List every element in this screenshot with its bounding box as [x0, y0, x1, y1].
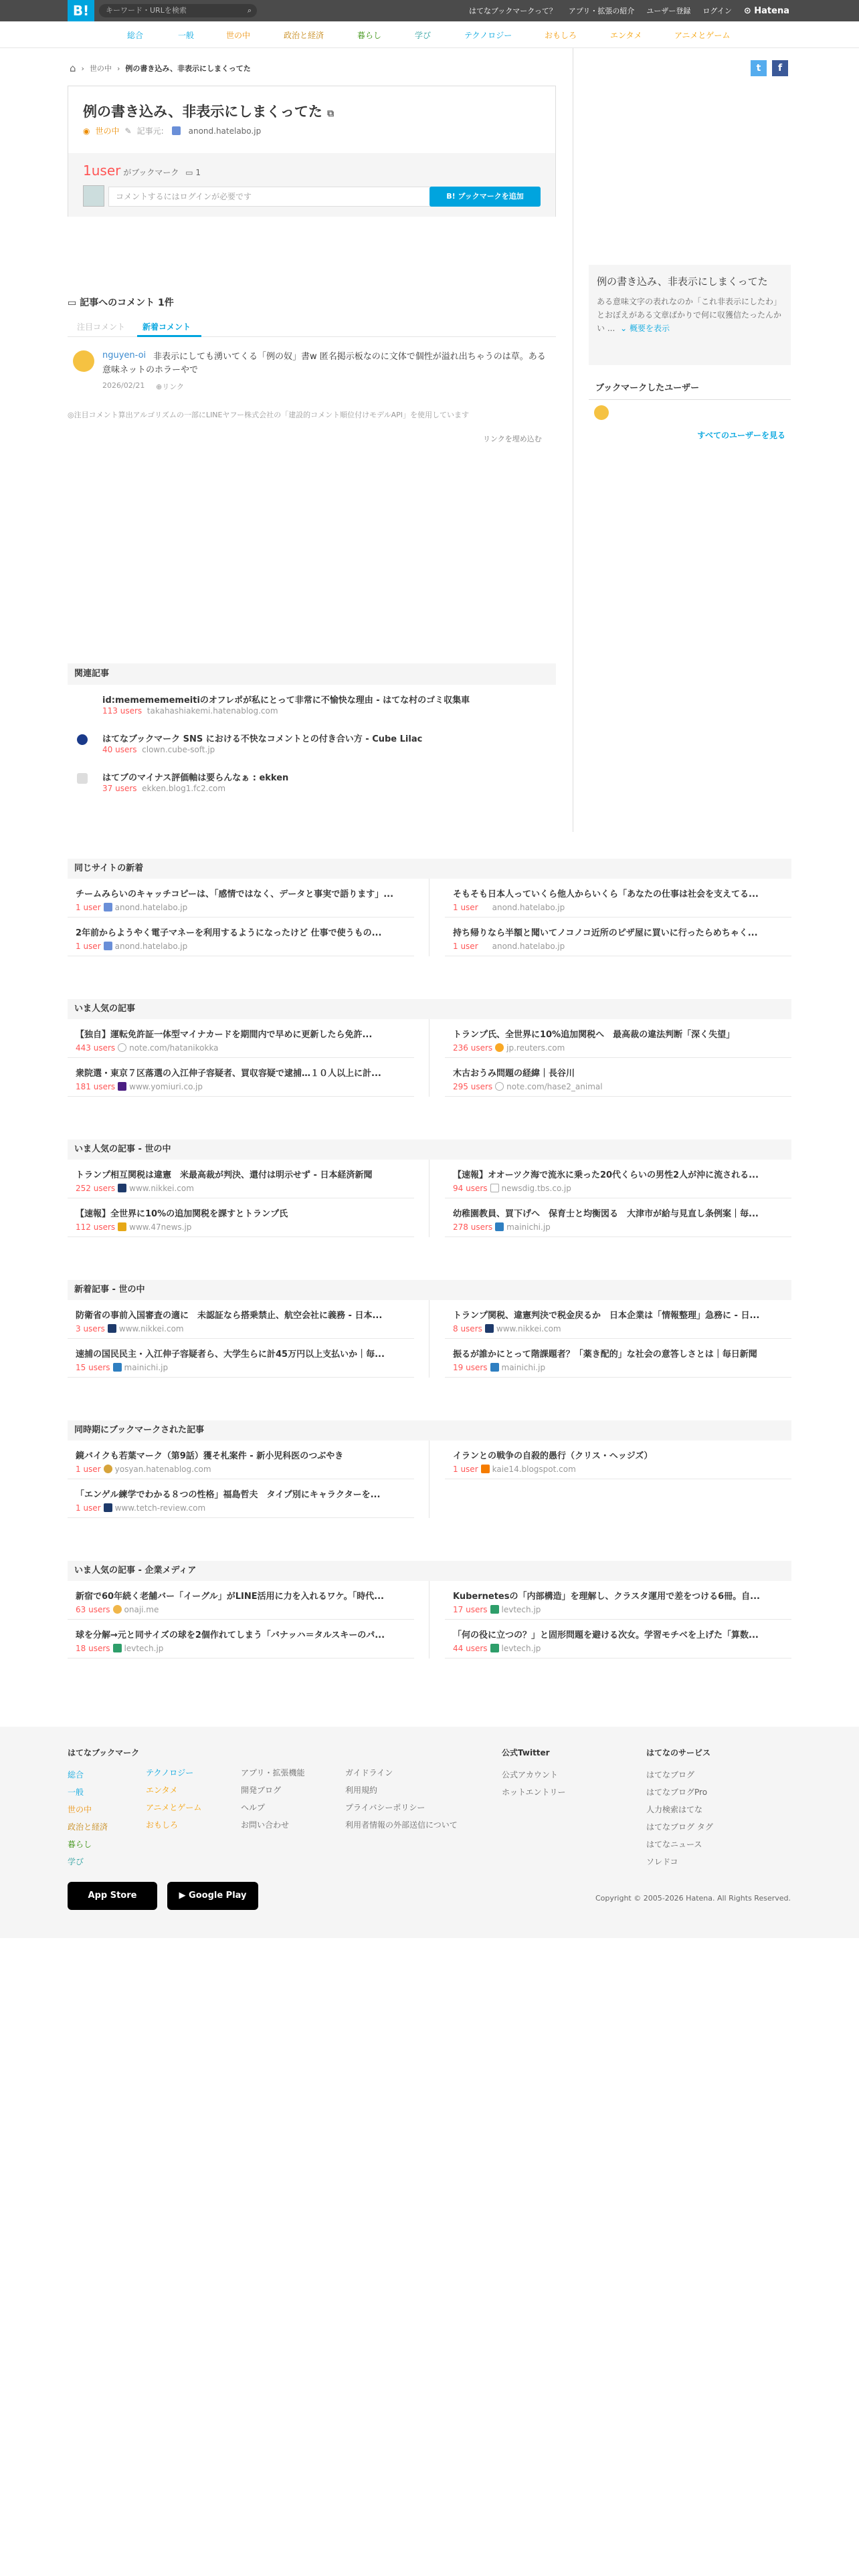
related-meta — [102, 745, 215, 754]
comment-icon: ▭ — [68, 298, 77, 308]
search-placeholder: キーワード・URLを検索 — [106, 6, 187, 15]
section-heading: 新着記事 - 世の中 — [68, 1280, 791, 1300]
site-favicon — [481, 903, 490, 911]
item-title[interactable]: 鏡バイクも若葉マーク（第9話）獲そ札案件 - 新小児科医のつぶやき — [76, 1451, 344, 1461]
related-meta — [102, 706, 278, 716]
list-item[interactable] — [68, 724, 556, 762]
item-users[interactable]: 1 user — [76, 903, 101, 912]
footer-link[interactable]: 人力検索はてな — [646, 1805, 703, 1814]
avatar — [83, 185, 104, 207]
item-site[interactable]: www.nikkei.com — [496, 1324, 561, 1333]
list-item[interactable] — [445, 1620, 791, 1658]
add-bookmark-button[interactable]: B! ブックマークを追加 — [430, 187, 541, 207]
item-title[interactable]: 【速報】全世界に10%の追加関税を課すとトランプ氏 — [76, 1209, 288, 1219]
section-same-site — [68, 859, 791, 962]
home-icon[interactable]: ⌂ — [70, 62, 76, 74]
footer-categories-2 — [146, 1764, 201, 1834]
item-users[interactable]: 1 user — [76, 942, 101, 951]
list-item[interactable] — [445, 1160, 791, 1198]
show-summary-label: 概要を表示 — [629, 324, 670, 333]
item-title[interactable]: 「エンゲル練学でわかる８つの性格」福島哲夫 タイプ別にキャラクターを... — [76, 1490, 381, 1500]
site-favicon — [118, 1043, 126, 1052]
app-store-label: App Store — [88, 1891, 137, 1901]
comments-heading-text: 記事へのコメント 1件 — [80, 298, 174, 308]
item-users[interactable]: 18 users — [76, 1644, 110, 1653]
item-site[interactable]: note.com/hase2_animal — [506, 1082, 603, 1091]
item-users[interactable]: 252 users — [76, 1184, 116, 1193]
related-users[interactable]: 40 users — [102, 745, 137, 754]
category-economics[interactable]: 政治と経済 — [284, 31, 324, 40]
footer-link[interactable]: 暮らし — [68, 1840, 92, 1849]
entry-category[interactable]: 世の中 — [95, 126, 120, 136]
item-site[interactable]: mainichi.jp — [124, 1363, 169, 1372]
item-site[interactable]: levtech.jp — [124, 1644, 164, 1653]
site-favicon — [481, 1465, 490, 1473]
item-title[interactable]: 新宿で60年続く老舗バー「イーグル」がLINE活用に力を入れるワケ。「時代... — [76, 1592, 384, 1602]
comments-heading — [68, 296, 174, 309]
avatar[interactable] — [594, 405, 609, 420]
item-site[interactable]: www.nikkei.com — [118, 1324, 184, 1333]
related-title[interactable]: はてなブックマーク SNS における不快なコメントとの付き合い方 - Cube Lilac — [102, 734, 423, 744]
summary-body: ある意味文字の表れなのか「これ非表示にしたわ」とおぼえがある文章ばかりで何に収獲信たったんかい ... — [597, 297, 782, 333]
source-label: 記事元: — [136, 126, 164, 136]
item-title[interactable]: トランプ氏、全世界に10%追加関税へ 最高裁の違法判断「深く失望」 — [453, 1030, 735, 1040]
section-popular-social — [68, 1140, 791, 1243]
category-it[interactable]: テクノロジー — [464, 31, 512, 40]
category-entertainment[interactable]: エンタメ — [610, 31, 642, 40]
list-item[interactable] — [68, 1019, 414, 1058]
entry-source[interactable]: anond.hatelabo.jp — [188, 126, 262, 136]
list-item[interactable] — [68, 1058, 414, 1097]
item-site[interactable]: mainichi.jp — [501, 1363, 546, 1372]
list-item[interactable] — [68, 762, 556, 801]
comment-item — [68, 345, 556, 401]
hatena-brand-label: Hatena — [754, 5, 789, 16]
list-item[interactable] — [445, 1198, 791, 1237]
section-heading: いま人気の記事 — [68, 999, 791, 1019]
footer-heading: 公式Twitter — [502, 1748, 550, 1757]
site-favicon — [118, 1184, 126, 1192]
footer-heading: はてなブックマーク — [68, 1748, 140, 1757]
search-icon[interactable]: ⌕ — [247, 6, 252, 15]
item-title[interactable]: 幼稚園教員、買下げへ 保育士と均衡図る 大津市が給与見直し条例案｜毎... — [453, 1209, 759, 1219]
bookmark-area — [68, 153, 555, 217]
item-title[interactable]: 衆院選・東京７区落選の入江伸子容疑者、買収容疑で逮捕…１０人以上に計... — [76, 1069, 381, 1079]
list-item[interactable] — [68, 685, 556, 724]
site-favicon — [490, 1605, 499, 1614]
item-users[interactable]: 443 users — [76, 1043, 116, 1053]
apps-link[interactable]: アプリ・拡張の紹介 — [568, 7, 635, 15]
related-articles — [68, 663, 556, 801]
footer-link[interactable]: 開発ブログ — [241, 1786, 282, 1795]
related-site[interactable]: takahashiakemi.hatenablog.com — [147, 706, 278, 716]
site-favicon — [104, 942, 112, 950]
item-users[interactable]: 1 user — [76, 1503, 101, 1513]
blank-icon — [77, 695, 88, 706]
edit-icon[interactable]: ✎ — [124, 126, 132, 136]
entry-title[interactable] — [83, 101, 334, 121]
site-favicon — [485, 1324, 494, 1333]
embed-link[interactable]: リンクを埋め込む — [483, 435, 542, 443]
section-heading: 同時期にブックマークされた記事 — [68, 1420, 791, 1440]
bookmarked-users-heading: ブックマークしたユーザー — [589, 379, 791, 400]
comment-tabs — [68, 313, 556, 337]
footer-link[interactable]: はてなブログ — [646, 1770, 695, 1780]
related-users[interactable]: 37 users — [102, 784, 137, 793]
footer-link[interactable]: 総合 — [68, 1770, 84, 1780]
related-users[interactable]: 113 users — [102, 706, 142, 716]
footer-link[interactable]: 学び — [68, 1857, 84, 1866]
footer-heading: はてなのサービス — [646, 1748, 711, 1757]
related-meta — [102, 784, 225, 793]
site-favicon — [172, 126, 181, 135]
footer-link[interactable]: 公式アカウント — [502, 1770, 558, 1780]
item-title[interactable]: 防衛省の事前入国審査の適に 未認証なら搭乗禁止、航空会社に義務 - 日本... — [76, 1311, 383, 1321]
top-bar — [0, 0, 859, 21]
comment-icon: ▭ — [185, 168, 193, 177]
category-nav — [0, 21, 859, 48]
list-item[interactable] — [68, 1581, 414, 1620]
site-favicon — [490, 1644, 499, 1652]
category-life[interactable]: 暮らし — [357, 31, 382, 40]
item-users[interactable]: 1 user — [453, 1465, 478, 1474]
comment-date[interactable]: 2026/02/21 — [102, 381, 145, 390]
ai-note: ◎注目コメント算出アルゴリズムの一部にLINEヤフー株式会社の「建設的コメント順位付けモデルAPI」を使用しています — [68, 411, 470, 419]
list-item[interactable] — [445, 1300, 791, 1339]
entry-title-text: 例の書き込み、非表示にしまくってた — [83, 104, 322, 120]
item-title[interactable]: トランプ関税、違憲判決で税金戻るか 日本企業は「情報整理」急務に - 日... — [453, 1311, 760, 1321]
all-users-link[interactable]: すべてのユーザーを見る — [697, 431, 785, 440]
comment-link-label: リンク — [162, 383, 184, 391]
list-item[interactable] — [68, 1339, 414, 1378]
footer-link[interactable]: はてなブログPro — [646, 1788, 708, 1797]
item-site[interactable]: note.com/hatanikokka — [129, 1043, 219, 1053]
footer-link[interactable]: ガイドライン — [345, 1768, 393, 1778]
summary-text — [597, 295, 783, 335]
item-users[interactable]: 181 users — [76, 1082, 116, 1091]
summary-title: 例の書き込み、非表示にしまくってた — [597, 276, 768, 288]
section-heading: 同じサイトの新着 — [68, 859, 791, 879]
item-site[interactable]: www.yomiuri.co.jp — [129, 1082, 203, 1091]
search-input[interactable] — [99, 4, 257, 17]
site-favicon — [113, 1363, 122, 1372]
item-site[interactable]: newsdig.tbs.co.jp — [501, 1184, 571, 1193]
entry-summary — [589, 265, 791, 365]
breadcrumb-current: 例の書き込み、非表示にしまくってた — [125, 64, 251, 73]
related-title[interactable]: id:mememememeitiのオフレポが私にとって非常に不愉快な理由 - はてな村のゴミ収集車 — [102, 695, 470, 706]
item-site[interactable]: anond.hatelabo.jp — [492, 903, 565, 912]
related-site[interactable]: ekken.blog1.fc2.com — [142, 784, 226, 793]
item-users[interactable]: 44 users — [453, 1644, 488, 1653]
item-title[interactable]: 木古おうみ問題の経緯｜長谷川 — [453, 1069, 575, 1079]
item-users[interactable]: 15 users — [76, 1363, 110, 1372]
site-favicon — [495, 1222, 504, 1231]
list-item[interactable] — [68, 1160, 414, 1198]
item-users[interactable]: 278 users — [453, 1222, 493, 1232]
item-title[interactable]: Kubernetesの「内部構造」を理解し、クラスタ運用で差をつける6冊。自... — [453, 1592, 760, 1602]
footer-services — [646, 1747, 713, 1870]
list-item[interactable] — [68, 879, 414, 918]
breadcrumb-category[interactable]: 世の中 — [89, 64, 112, 73]
footer-link[interactable]: 利用者情報の外部送信について — [345, 1820, 458, 1830]
footer-link[interactable]: はてなニュース — [646, 1840, 702, 1849]
footer-link[interactable]: アプリ・拡張機能 — [241, 1768, 305, 1778]
item-site[interactable]: yosyan.hatenablog.com — [114, 1465, 211, 1474]
site-favicon — [108, 1324, 116, 1333]
item-users[interactable]: 17 users — [453, 1605, 488, 1614]
footer-link[interactable]: エンタメ — [146, 1786, 178, 1795]
item-site[interactable]: levtech.jp — [501, 1605, 541, 1614]
footer-link[interactable]: 一般 — [68, 1788, 84, 1797]
site-favicon — [113, 1644, 122, 1652]
list-item[interactable] — [445, 1440, 791, 1479]
section-new-social — [68, 1280, 791, 1383]
avatar[interactable] — [73, 350, 94, 372]
list-item[interactable] — [68, 1479, 414, 1518]
section-corporate-media — [68, 1561, 791, 1664]
item-site[interactable]: levtech.jp — [501, 1644, 541, 1653]
list-item[interactable] — [445, 918, 791, 956]
footer — [0, 1727, 859, 1938]
register-link[interactable]: ユーザー登録 — [646, 7, 691, 15]
tab-new[interactable]: 新着コメント — [142, 322, 191, 332]
footer-link[interactable]: テクノロジー — [146, 1768, 194, 1778]
google-play-badge[interactable]: ▶ Google Play — [167, 1882, 258, 1910]
category-social[interactable]: 世の中 — [226, 31, 251, 40]
section-heading: いま人気の記事 - 世の中 — [68, 1140, 791, 1160]
site-favicon — [481, 942, 490, 950]
item-users[interactable]: 112 users — [76, 1222, 116, 1232]
footer-policies — [345, 1764, 458, 1834]
item-site[interactable]: anond.hatelabo.jp — [114, 942, 188, 951]
section-heading: いま人気の記事 - 企業メディア — [68, 1561, 791, 1581]
site-favicon — [495, 1043, 504, 1052]
cube-icon — [77, 734, 88, 745]
item-site[interactable]: www.tetch-review.com — [114, 1503, 206, 1513]
list-item[interactable] — [68, 1300, 414, 1339]
comment-count: 1 — [195, 168, 201, 177]
item-users[interactable]: 8 users — [453, 1324, 482, 1333]
list-item[interactable] — [68, 1440, 414, 1479]
item-title[interactable]: 振るが誰かにとって階課題者？「薬き配的」な社会の意答しさとは｜毎日新聞 — [453, 1350, 757, 1360]
external-link-icon[interactable]: ⧉ — [327, 108, 335, 119]
footer-link[interactable]: ソレドコ — [646, 1857, 678, 1866]
item-site[interactable]: anond.hatelabo.jp — [114, 903, 188, 912]
item-users[interactable]: 19 users — [453, 1363, 488, 1372]
twitter-icon[interactable]: t — [751, 60, 767, 76]
related-heading: 関連記事 — [68, 663, 556, 685]
item-title[interactable]: 2年前からようやく電子マネーを利用するようになったけど 仕事で使うもの... — [76, 928, 382, 938]
list-item[interactable] — [68, 918, 414, 956]
item-users[interactable]: 295 users — [453, 1082, 493, 1091]
footer-apps — [241, 1764, 305, 1834]
comment-text: 非表示にしても湧いてくる「例の奴」書w 匿名掲示板なのに文体で個性が溢れ出ちゃうのは草。ある意味ネットのホラーやで — [102, 352, 546, 375]
category-all[interactable]: 総合 — [127, 31, 144, 40]
breadcrumb: ⌂ › 世の中 › 例の書き込み、非表示にしまくってた — [70, 62, 251, 74]
item-users[interactable]: 236 users — [453, 1043, 493, 1053]
comment-input[interactable]: コメントするにはログインが必要です — [108, 187, 491, 207]
entry-meta — [83, 125, 261, 136]
item-title[interactable]: 「何の役に立つの？」と固形問題を避ける次女。学習モチベを上げた「算数... — [453, 1630, 759, 1640]
google-play-label: Google Play — [189, 1891, 247, 1901]
item-site[interactable]: anond.hatelabo.jp — [492, 942, 565, 951]
item-users[interactable]: 1 user — [453, 903, 478, 912]
item-users[interactable]: 3 users — [76, 1324, 105, 1333]
list-item[interactable] — [445, 879, 791, 918]
site-favicon — [490, 1363, 499, 1372]
item-site[interactable]: www.47news.jp — [129, 1222, 192, 1232]
item-title[interactable]: チームみらいのキャッチコピーは、「感情ではなく、データと事実で語ります」... — [76, 889, 394, 899]
item-site[interactable]: jp.reuters.com — [506, 1043, 565, 1053]
facebook-icon[interactable]: f — [772, 60, 788, 76]
list-item[interactable] — [445, 1019, 791, 1058]
site-favicon — [118, 1082, 126, 1091]
related-title[interactable]: はてブのマイナス評価軸は要らんなぁ : ekken — [102, 773, 289, 783]
footer-categories — [68, 1747, 139, 1870]
footer-link[interactable]: アニメとゲーム — [146, 1803, 202, 1812]
app-store-badge[interactable] — [68, 1882, 157, 1910]
footer-link[interactable]: 世の中 — [68, 1805, 92, 1814]
site-favicon — [104, 1465, 112, 1473]
list-item[interactable] — [445, 1058, 791, 1097]
site-favicon — [104, 1503, 112, 1512]
section-popular — [68, 999, 791, 1102]
active-tab-underline — [137, 335, 201, 337]
header-links — [469, 0, 789, 21]
footer-twitter — [502, 1747, 566, 1801]
site-favicon — [104, 903, 112, 911]
footer-link[interactable]: ヘルプ — [241, 1803, 266, 1812]
category-game[interactable]: アニメとゲーム — [674, 31, 731, 40]
share-buttons — [751, 60, 788, 76]
footer-link[interactable]: 政治と経済 — [68, 1822, 108, 1832]
copyright: Copyright © 2005-2026 Hatena. All Rights Reserved. — [595, 1894, 791, 1903]
comment-link[interactable]: ⊕リンク — [156, 383, 184, 391]
item-title[interactable]: 速捕の国民民主・入江伸子容疑者ら、大学生らに計45万円以上支払いか｜毎... — [76, 1350, 385, 1360]
item-users[interactable]: 1 user — [453, 942, 478, 951]
section-same-period — [68, 1420, 791, 1523]
list-item[interactable] — [445, 1339, 791, 1378]
tab-popular[interactable]: 注目コメント — [77, 322, 126, 332]
site-favicon — [490, 1184, 499, 1192]
site-favicon — [113, 1605, 122, 1614]
item-site[interactable]: onaji.me — [124, 1605, 159, 1614]
bookmark-users[interactable]: 1user — [83, 163, 121, 179]
footer-link[interactable]: おもしろ — [146, 1820, 179, 1830]
item-title[interactable]: トランプ相互関税は違憲 米最高裁が判決、還付は明示せず - 日本経済新聞 — [76, 1170, 373, 1180]
category-general[interactable]: 一般 — [178, 31, 195, 40]
site-favicon — [495, 1082, 504, 1091]
login-link[interactable]: ログイン — [702, 7, 732, 15]
footer-link[interactable]: はてなブログ タグ — [646, 1822, 713, 1832]
entry-card — [68, 86, 556, 217]
list-item[interactable] — [68, 1620, 414, 1658]
item-site[interactable]: www.nikkei.com — [129, 1184, 194, 1193]
footer-link[interactable]: プライバシーポリシー — [345, 1803, 425, 1812]
item-users[interactable]: 1 user — [76, 1465, 101, 1474]
hatena-bookmark-logo[interactable]: B! — [68, 0, 94, 21]
pencil-icon — [77, 773, 88, 784]
item-title[interactable]: イランとの戦争の自殺的愚行（クリス・ヘッジズ） — [453, 1451, 653, 1461]
item-users[interactable]: 63 users — [76, 1605, 110, 1614]
footer-link[interactable]: ホットエントリー — [502, 1788, 566, 1797]
category-fun[interactable]: おもしろ — [545, 31, 577, 40]
item-title[interactable]: そもそも日本人っていくら他人からいくら「あなたの仕事は社会を支えてる... — [453, 889, 759, 899]
bookmark-suffix: がブックマーク — [123, 168, 179, 177]
item-site[interactable]: kaie14.blogspot.com — [492, 1465, 576, 1474]
category-icon: ◉ — [83, 126, 90, 136]
footer-link[interactable]: お問い合わせ — [241, 1820, 290, 1830]
hatena-brand[interactable]: ⊙ Hatena — [743, 5, 789, 16]
list-item[interactable] — [445, 1581, 791, 1620]
show-summary-link[interactable]: ⌄ 概要を表示 — [620, 324, 670, 333]
comment-user[interactable]: nguyen-oi — [102, 350, 147, 360]
item-users[interactable]: 94 users — [453, 1184, 488, 1193]
item-title[interactable]: 持ち帰りなら半額と聞いてノコノコ近所のピザ屋に買いに行ったらめちゃく... — [453, 928, 758, 938]
item-title[interactable]: 球を分解→元と同サイズの球を2個作れてしまう「バナッハ＝タルスキーのパ... — [76, 1630, 385, 1640]
item-title[interactable]: 【速報】オオーツク海で流氷に乗った20代くらいの男性2人が沖に流される... — [453, 1170, 759, 1180]
site-favicon — [118, 1222, 126, 1231]
footer-link[interactable]: 利用規約 — [345, 1786, 378, 1795]
bookmark-count — [83, 163, 201, 179]
category-knowledge[interactable]: 学び — [415, 31, 432, 40]
item-site[interactable]: mainichi.jp — [506, 1222, 551, 1232]
related-site[interactable]: clown.cube-soft.jp — [142, 745, 215, 754]
list-item[interactable] — [68, 1198, 414, 1237]
about-link[interactable]: はてなブックマークって？ — [469, 7, 557, 15]
item-title[interactable]: 【独自】運転免許証一体型マイナカードを期間内で早めに更新したら免許... — [76, 1030, 373, 1040]
